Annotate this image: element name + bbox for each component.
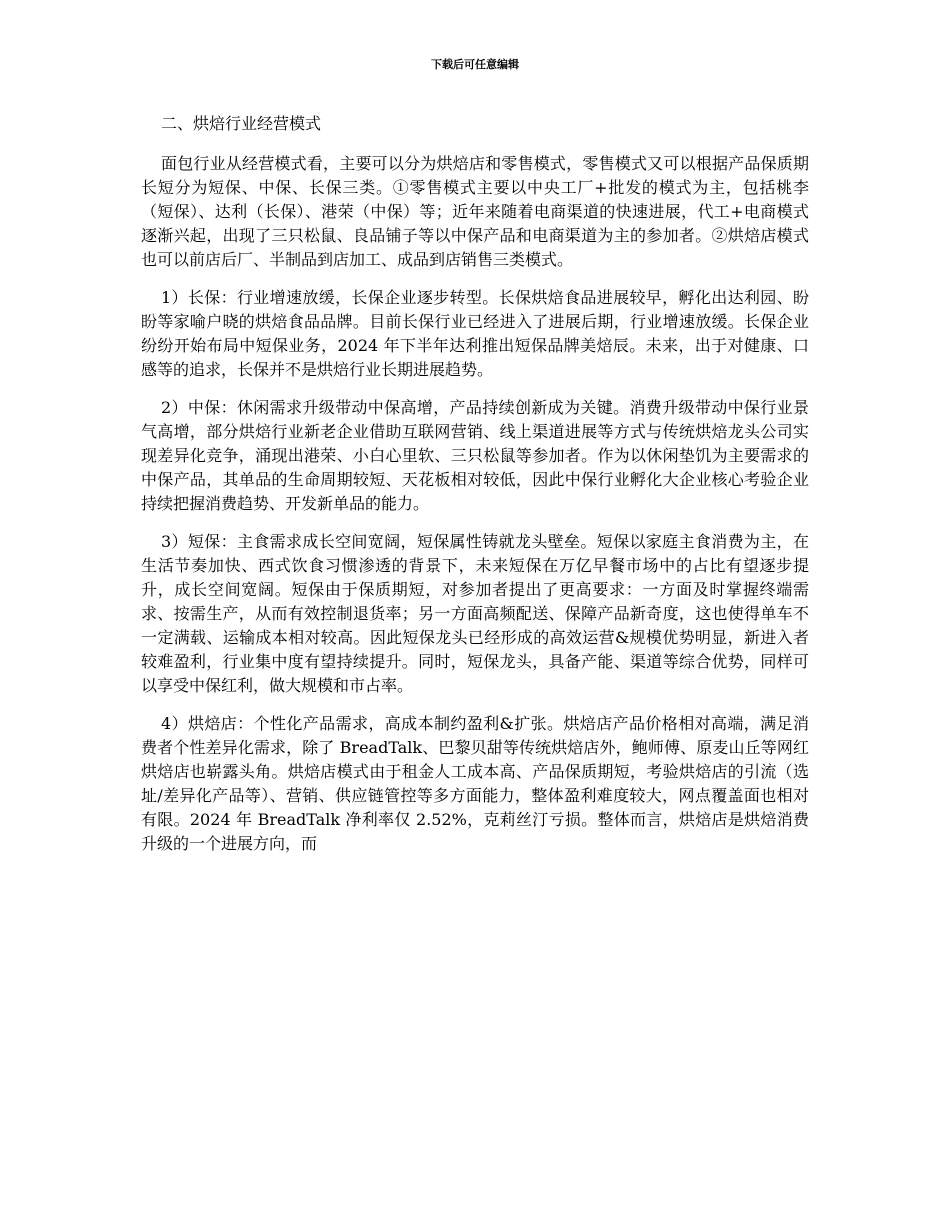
paragraph-short-shelf-life: 3）短保：主食需求成长空间宽阔，短保属性铸就龙头壁垒。短保以家庭主食消费为主，在生活节奏加快、西式饮食习惯渗透的背景下，未来短保在万亿早餐市场中的占比有望逐步提升，成长空间宽阔。短保由于保质期短，对参加者提出了更高要求：一方面及时掌握终端需求、按需生产，从而有效控制退货率；另一方面高频配送、保障产品新奇度，这也使得单车不一定满载、运输成本相对较高。因此短保龙头已经形成的高效运营&规模优势明显，新进入者较难盈利，行业集中度有望持续提升。同时，短保龙头，具备产能、渠道等综合优势，同样可以享受中保红利，做大规模和市占率。 bbox=[141, 532, 809, 695]
paragraph-medium-shelf-life: 2）中保：休闲需求升级带动中保高增，产品持续创新成为关键。消费升级带动中保行业景气高增，部分烘焙行业新老企业借助互联网营销、线上渠道进展等方式与传统烘焙龙头公司实现差异化竞争，涌现出港荣、小白心里软、三只松鼠等参加者。作为以休闲垫饥为主要需求的中保产品，其单品的生命周期较短、天花板相对较低，因此中保行业孵化大企业核心考验企业持续把握消费趋势、开发新单品的能力。 bbox=[141, 398, 809, 513]
paragraph-bakery-store: 4）烘焙店：个性化产品需求，高成本制约盈利&扩张。烘焙店产品价格相对高端，满足消费者个性差异化需求，除了 BreadTalk、巴黎贝甜等传统烘焙店外，鲍师傅、原麦山丘等网红烘焙店也崭露头角。烘焙店模式由于租金人工成本高、产品保质期短，考验烘焙店的引流（选址/差异化产品等）、营销、供应链管控等多方面能力，整体盈利难度较大，网点覆盖面也相对有限。2024 年 BreadTalk 净利率仅 2.52%，克莉丝汀亏损。整体而言，烘焙店是烘焙消费升级的一个进展方向，而 bbox=[141, 714, 809, 853]
document-body bbox=[141, 112, 809, 870]
header-note: 下载后可任意编辑 bbox=[431, 58, 519, 71]
paragraph-long-shelf-life: 1）长保：行业增速放缓，长保企业逐步转型。长保烘焙食品进展较早，孵化出达利园、盼盼等家喻户晓的烘焙食品品牌。目前长保行业已经进入了进展后期，行业增速放缓。长保企业纷纷开始布局中短保业务，2024 年下半年达利推出短保品牌美焙辰。未来，出于对健康、口感等的追求，长保并不是烘焙行业长期进展趋势。 bbox=[141, 288, 809, 379]
section-heading: 二、烘焙行业经营模式 bbox=[161, 114, 322, 133]
paragraph-overview: 面包行业从经营模式看，主要可以分为烘焙店和零售模式，零售模式又可以根据产品保质期长短分为短保、中保、长保三类。①零售模式主要以中央工厂+批发的模式为主，包括桃李（短保）、达利（长保）、港荣（中保）等；近年来随着电商渠道的快速进展，代工+电商模式逐渐兴起，出现了三只松鼠、良品铺子等以中保产品和电商渠道为主的参加者。②烘焙店模式也可以前店后厂、半制品到店加工、成品到店销售三类模式。 bbox=[141, 154, 809, 269]
